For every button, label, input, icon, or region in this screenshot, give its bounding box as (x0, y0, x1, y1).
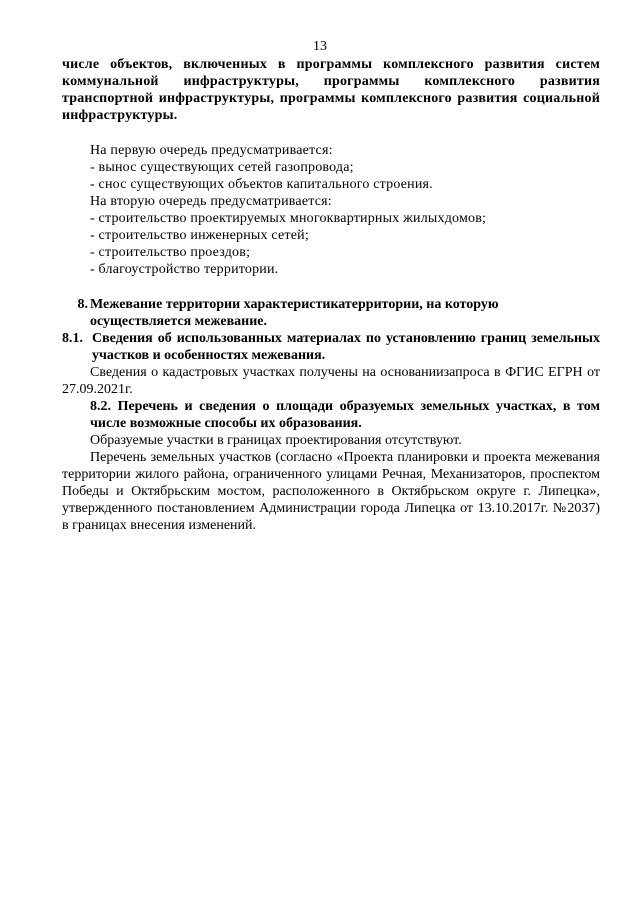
stages-list (62, 142, 600, 278)
section-8-2-text-2: Перечень земельных участков (согласно «Проекта планировки и проекта межевания территории жилого района, ограниченного улицами Речная, Механизаторов, проспектом Победы и Октябрьским мостом, расположенного в Октябрьском округе г. Липецка», утвержденного постановлением Администрации города Липецка от 13.10.2017г. №2037) в границах внесения изменений. (62, 450, 600, 533)
first-stage-title: На первую очередь предусматривается: (90, 143, 333, 158)
page-number: 13 (313, 39, 327, 54)
second-stage-item: - строительство проездов; (90, 245, 251, 260)
section-8-1-heading (62, 330, 600, 364)
section-8-1-text: Сведения о кадастровых участках получены на основаниизапроса в ФГИС ЕГРН от 27.09.2021г. (62, 365, 600, 397)
section-8-number: 8. (77, 297, 88, 312)
first-stage-item: - вынос существующих сетей газопровода; (90, 160, 354, 175)
first-stage-item: - снос существующих объектов капитального строения. (90, 177, 433, 192)
section-8-1-number: 8.1. (62, 331, 83, 346)
second-stage-title: На вторую очередь предусматривается: (90, 194, 332, 209)
second-stage-item: - благоустройство территории. (90, 262, 279, 277)
section-8-title: Межевание территории характеристикатерритории, на которую осуществляется межевание. (90, 297, 499, 329)
section-8-1-title: Сведения об использованных материалах по установлению границ земельных участков и особенностях межевания. (92, 331, 600, 363)
second-stage-item: - строительство инженерных сетей; (90, 228, 309, 243)
section-8-heading (76, 296, 600, 330)
section-8-2-title: 8.2. Перечень и сведения о площади образуемых земельных участках, в том числе возможные способы их образования. (90, 399, 600, 431)
second-stage-item: - строительство проектируемых многоквартирных жилыхдомов; (90, 211, 487, 226)
document-body (62, 56, 600, 534)
intro-paragraph: числе объектов, включенных в программы комплексного развития систем коммунальной инфраструктуры, программы комплексного развития транспортной инфраструктуры, программы комплексного развития социальной инфраструктуры. (62, 57, 600, 123)
section-8-2-text-1: Образуемые участки в границах проектирования отсутствуют. (90, 433, 462, 448)
